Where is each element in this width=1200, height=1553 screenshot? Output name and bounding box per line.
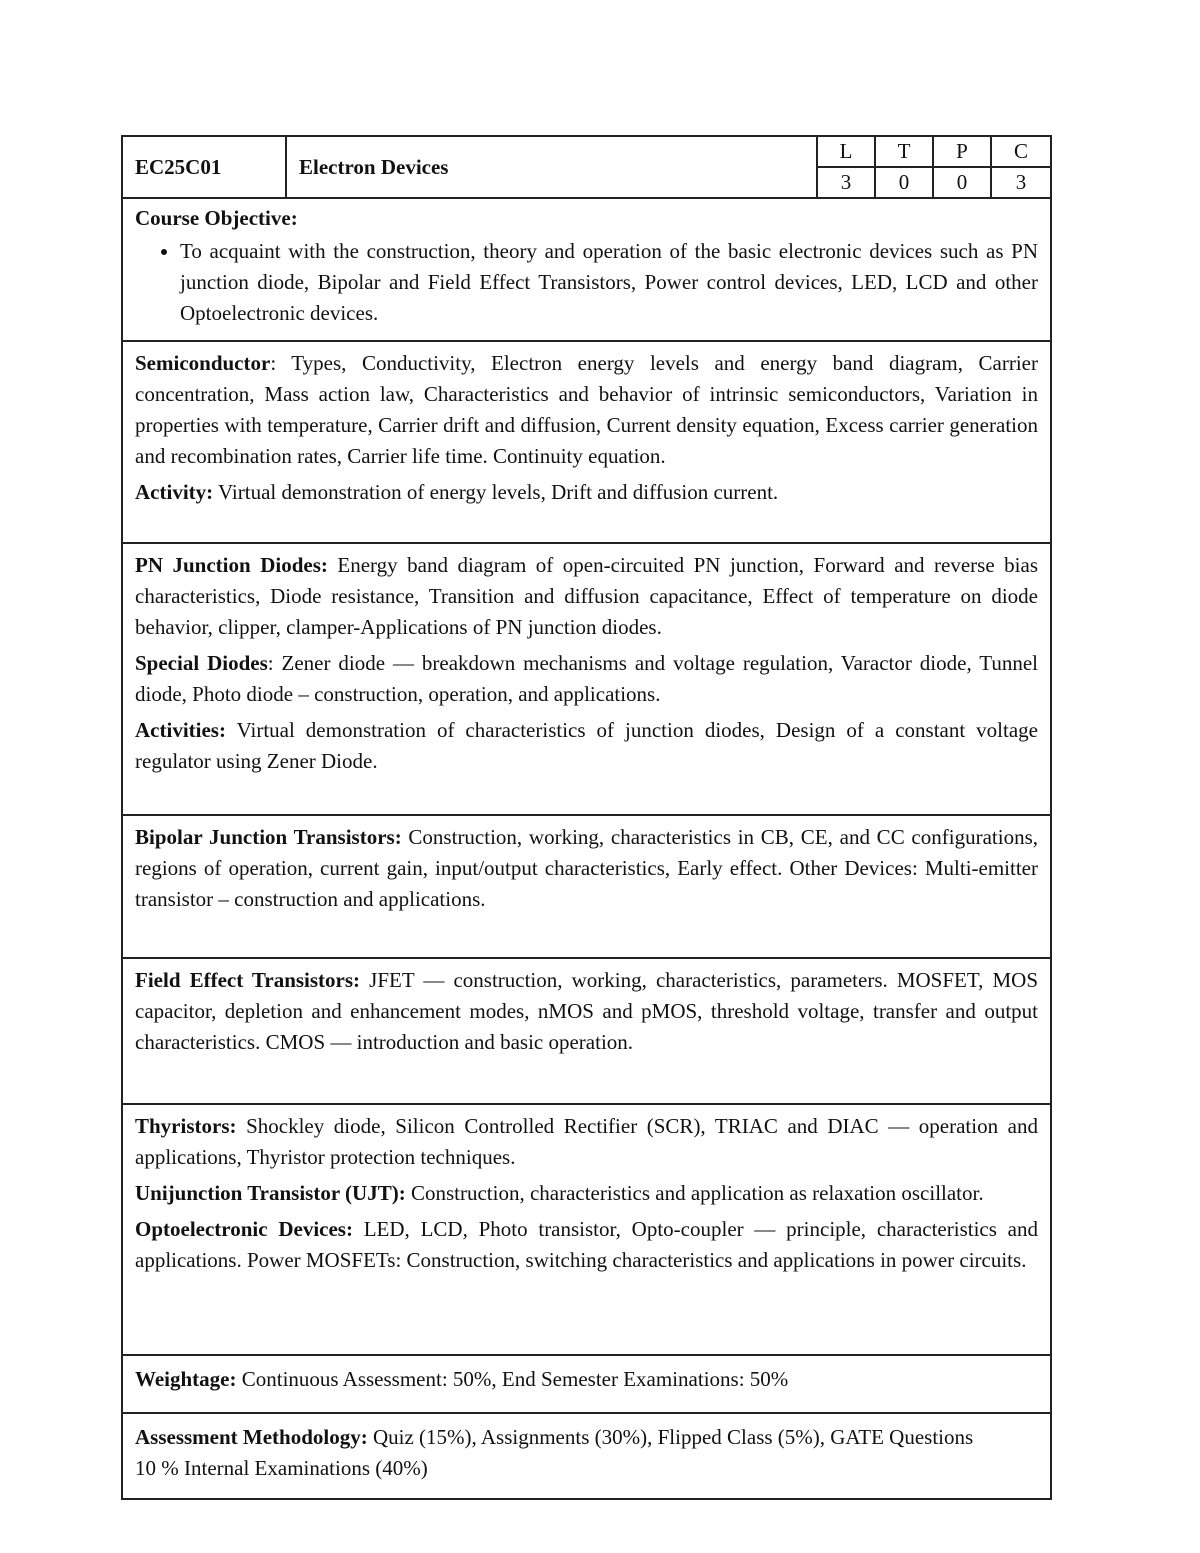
unit-cell-semiconductor (122, 341, 1051, 543)
unit-row-5 (122, 1104, 1051, 1355)
assessment-paragraph (135, 1422, 985, 1484)
unit-paragraph (135, 550, 1038, 643)
unit-cell-bjt (122, 815, 1051, 958)
unit-row-2 (122, 543, 1051, 815)
assessment-cell (122, 1413, 1051, 1499)
unit-row-1 (122, 341, 1051, 543)
weightage-text: Continuous Assessment: 50%, End Semester Examinations: 50% (236, 1367, 789, 1391)
unit-paragraph (135, 715, 1038, 777)
syllabus-table (121, 135, 1052, 1500)
header-row (122, 136, 1051, 167)
ltpc-label-l: L (817, 136, 875, 167)
unit-label: Unijunction Transistor (UJT): (135, 1181, 406, 1205)
unit-label: Field Effect Transistors: (135, 968, 361, 992)
unit-text: Construction, working, characteristics in CB, CE, and CC configurations, regions of operation, current gain, input/output characteristics, Early effect. Other Devices: Multi-emitter transistor – construction and applications. (135, 825, 1038, 911)
unit-label: Semiconductor (135, 351, 271, 375)
unit-text: JFET — construction, working, characteristics, parameters. MOSFET, MOS capacitor, depletion and enhancement modes, nMOS and pMOS, threshold voltage, transfer and output characteristics. CMOS — introduction and basic operation. (135, 968, 1038, 1054)
course-title: Electron Devices (286, 136, 817, 198)
objective-item: • To acquaint with the construction, theory and operation of the basic electronic devices such as PN junction diode, Bipolar and Field Effect Transistors, Power control devices, LED, LCD and other Optoelectronic devices. (180, 236, 1038, 329)
unit-label: Thyristors: (135, 1114, 237, 1138)
unit-text: Virtual demonstration of characteristics of junction diodes, Design of a constant voltage regulator using Zener Diode. (135, 718, 1038, 773)
unit-cell-pn-junction (122, 543, 1051, 815)
unit-paragraph (135, 477, 1038, 508)
unit-row-3 (122, 815, 1051, 958)
unit-text: Construction, characteristics and application as relaxation oscillator. (405, 1181, 984, 1205)
unit-paragraph (135, 965, 1038, 1058)
ltpc-value-c: 3 (991, 167, 1051, 198)
unit-text: Energy band diagram of open-circuited PN junction, Forward and reverse bias characteristics, Diode resistance, Transition and diffusion capacitance, Effect of temperature on diode behavior, clipper, clamper-Applications of PN junction diodes. (135, 553, 1038, 639)
weightage-label: Weightage: (135, 1367, 237, 1391)
unit-paragraph (135, 1111, 1038, 1173)
unit-paragraph (135, 648, 1038, 710)
objective-list (135, 236, 1038, 329)
course-code: EC25C01 (122, 136, 286, 198)
unit-label: Activities: (135, 718, 226, 742)
weightage-cell (122, 1355, 1051, 1413)
unit-label: Activity: (135, 480, 214, 504)
ltpc-label-c: C (991, 136, 1051, 167)
unit-cell-fet (122, 958, 1051, 1104)
unit-row-4 (122, 958, 1051, 1104)
ltpc-label-p: P (933, 136, 991, 167)
unit-paragraph (135, 822, 1038, 915)
ltpc-value-p: 0 (933, 167, 991, 198)
unit-text: Virtual demonstration of energy levels, Drift and diffusion current. (213, 480, 779, 504)
unit-text: Shockley diode, Silicon Controlled Rectifier (SCR), TRIAC and DIAC — operation and applications, Thyristor protection techniques. (135, 1114, 1038, 1169)
weightage-row (122, 1355, 1051, 1413)
unit-text: : Zener diode — breakdown mechanisms and voltage regulation, Varactor diode, Tunnel diode, Photo diode – construction, operation, and applications. (135, 651, 1038, 706)
ltpc-value-t: 0 (875, 167, 933, 198)
unit-cell-thyristors (122, 1104, 1051, 1355)
unit-label: Optoelectronic Devices: (135, 1217, 353, 1241)
unit-text: : Types, Conductivity, Electron energy levels and energy band diagram, Carrier concentration, Mass action law, Characteristics and behavior of intrinsic semiconductors, Variation in properties with temperature, Carrier drift and diffusion, Current density equation, Excess carrier generation and recombination rates, Carrier life time. Continuity equation. (135, 351, 1038, 468)
objective-heading: Course Objective: (135, 206, 298, 230)
unit-paragraph (135, 1178, 1038, 1209)
assessment-text: Quiz (15%), Assignments (30%), Flipped Class (5%), GATE Questions 10 % Internal Examinations (40%) (135, 1425, 974, 1480)
objective-cell (122, 198, 1051, 341)
unit-label: PN Junction Diodes: (135, 553, 328, 577)
assessment-label: Assessment Methodology: (135, 1425, 368, 1449)
unit-paragraph (135, 1214, 1038, 1276)
objective-row (122, 198, 1051, 341)
unit-label: Special Diodes (135, 651, 268, 675)
unit-text: LED, LCD, Photo transistor, Opto-coupler — principle, characteristics and applications. Power MOSFETs: Construction, switching characteristics and applications in power circuits. (135, 1217, 1038, 1272)
ltpc-label-t: T (875, 136, 933, 167)
assessment-row (122, 1413, 1051, 1499)
unit-paragraph (135, 348, 1038, 472)
unit-label: Bipolar Junction Transistors: (135, 825, 402, 849)
ltpc-value-l: 3 (817, 167, 875, 198)
weightage-paragraph (135, 1364, 1038, 1395)
